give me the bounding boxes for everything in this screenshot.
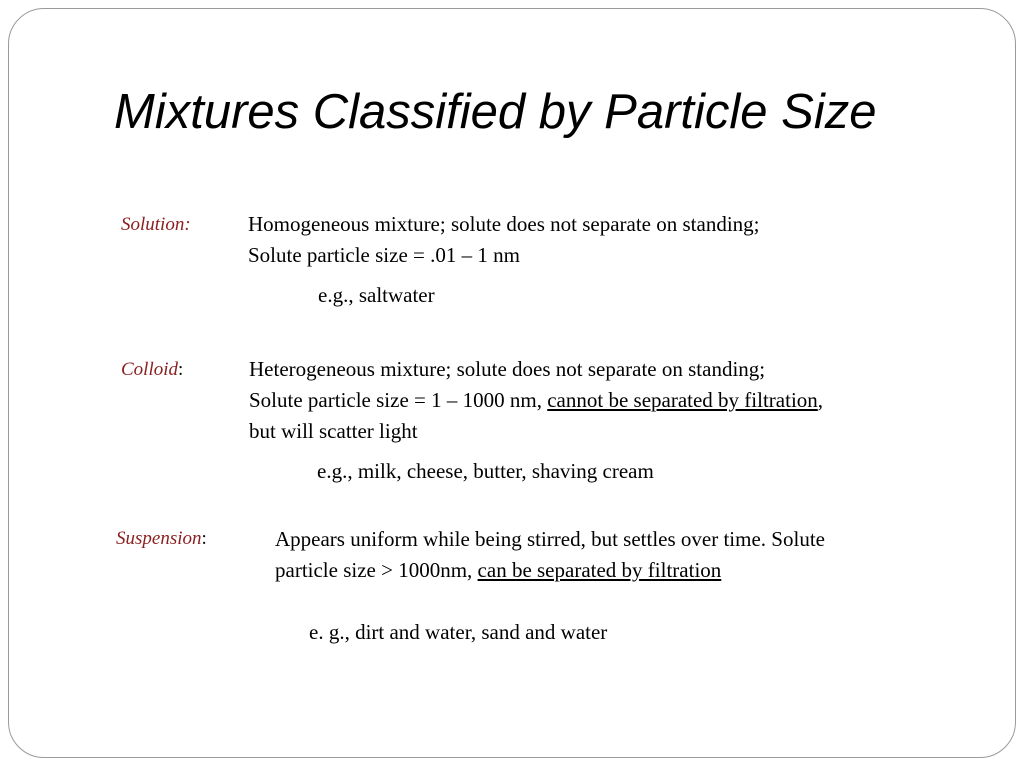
- solution-term: Solution:: [121, 214, 191, 235]
- suspension-term-wrap: [116, 528, 207, 550]
- colloid-line-3: but will scatter light: [249, 419, 418, 443]
- suspension-example: e. g., dirt and water, sand and water: [309, 620, 608, 644]
- colloid-colon: :: [178, 359, 184, 380]
- colloid-line-2-suffix: ,: [817, 388, 824, 412]
- colloid-line-2: [249, 385, 823, 416]
- suspension-line-2: [275, 555, 825, 586]
- colloid-term-wrap: [121, 359, 183, 381]
- colloid-line-1: Heterogeneous mixture; solute does not separate on standing;: [249, 357, 766, 381]
- suspension-colon: :: [201, 528, 207, 549]
- solution-line-1: Homogeneous mixture; solute does not separate on standing;: [248, 212, 760, 236]
- colloid-term: Colloid: [121, 359, 179, 380]
- colloid-example: e.g., milk, cheese, butter, shaving cream: [317, 459, 654, 483]
- suspension-line-1: Appears uniform while being stirred, but settles over time. Solute: [275, 527, 825, 551]
- colloid-definition: [249, 354, 823, 447]
- slide-title: Mixtures Classified by Particle Size: [114, 85, 877, 139]
- suspension-definition: [275, 524, 825, 586]
- solution-example: e.g., saltwater: [318, 283, 435, 307]
- suspension-line-2-prefix: particle size > 1000nm,: [275, 558, 478, 582]
- solution-definition: [248, 209, 760, 271]
- colloid-filtration-note: cannot be separated by filtration: [547, 388, 818, 412]
- suspension-filtration-note: can be separated by filtration: [477, 558, 722, 582]
- solution-line-2: Solute particle size = .01 – 1 nm: [248, 243, 520, 267]
- suspension-term: Suspension: [116, 528, 202, 549]
- colloid-line-2-prefix: Solute particle size = 1 – 1000 nm,: [249, 388, 548, 412]
